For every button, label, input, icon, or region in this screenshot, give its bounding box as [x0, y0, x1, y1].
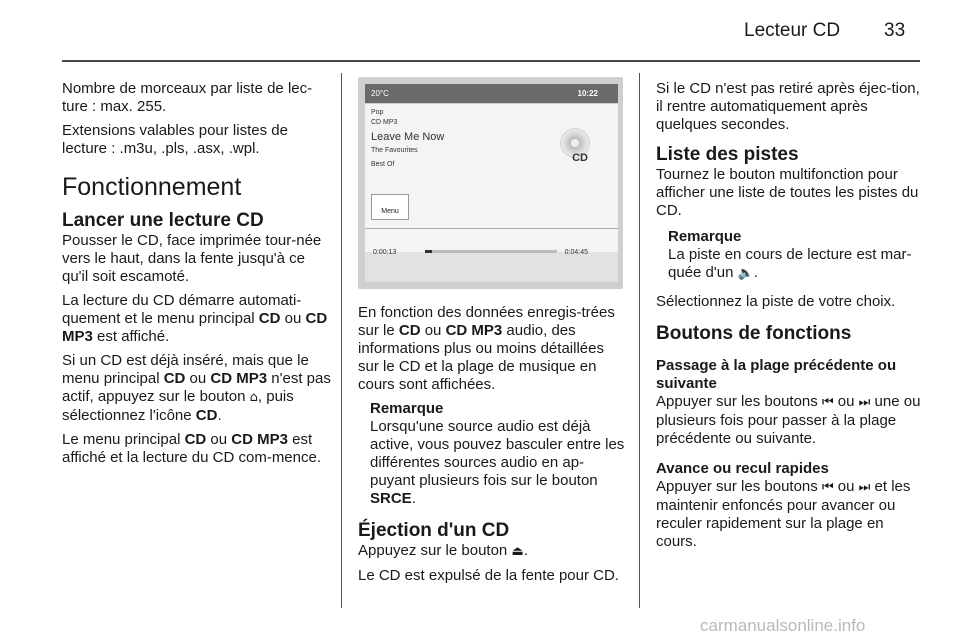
paragraph: Tournez le bouton multifonction pour afficher une liste de toutes les pistes du CD.: [656, 166, 919, 219]
status-bar: [365, 84, 618, 103]
middle-column: [358, 304, 626, 585]
paragraph: Pousser le CD, face imprimée tour-née vers le haut, dans la fente jusqu'à ce qu'il soit escamoté.: [62, 232, 322, 285]
paragraph: Appuyer sur les boutons ⏮ ou ⏭ une ou plusieurs fois pour passer à la plage précédente ou suivante.: [656, 393, 921, 447]
mode-label: CD MP3: [371, 119, 398, 126]
progress-fill: [425, 250, 432, 253]
subsection-heading: Éjection d'un CD: [358, 520, 510, 541]
page-number: 33: [884, 20, 906, 41]
progress-area: [365, 249, 618, 282]
eject-icon: ⏏: [511, 544, 524, 559]
skip-forward-icon: ⏭: [858, 395, 871, 410]
paragraph: Le menu principal CD ou CD MP3 est affiché et la lecture du CD com-mence.: [62, 431, 322, 466]
skip-back-icon: ⏮: [821, 395, 834, 410]
note-text: Lorsqu'une source audio est déjà active, vous pouvez basculer entre les différentes sources audio en ap-puyant plusieurs fois sur le bouton SRCE.: [370, 418, 625, 507]
paragraph: Si le CD n'est pas retiré après éjec-tion, il rentre automatiquement après quelques secondes.: [656, 80, 920, 133]
paragraph: Si un CD est déjà inséré, mais que le menu principal CD ou CD MP3 n'est pas actif, appuyez sur le bouton ⌂, puis sélectionnez l'icône CD.: [62, 352, 331, 424]
cd-icon-label: CD: [572, 152, 588, 164]
screen-divider: [365, 228, 618, 229]
display-screen: [365, 104, 618, 252]
right-column: [656, 80, 922, 551]
paragraph: En fonction des données enregis-trées sur le CD ou CD MP3 audio, des informations plus ou moins détaillées sur le CD et la plage de musique en cours sont affichées.: [358, 304, 615, 393]
track-title: Leave Me Now: [371, 131, 445, 143]
left-column: [62, 80, 332, 467]
watermark: carmanualsonline.info: [700, 616, 866, 635]
note-block: [358, 400, 626, 508]
elapsed-time: 0:00:13: [373, 249, 397, 256]
speaker-icon: 🔈: [737, 266, 754, 281]
skip-forward-icon: ⏭: [858, 480, 871, 495]
paragraph: Appuyer sur les boutons ⏮ ou ⏭ et les maintenir enfoncés pour avancer ou reculer rapidement sur la plage en cours.: [656, 478, 911, 550]
cd-player-screenshot: [358, 77, 623, 289]
clock: 10:22: [577, 89, 598, 98]
album-name: The Favourites: [371, 147, 418, 154]
temperature: 20°C: [371, 89, 389, 98]
paragraph: Extensions valables pour listes de lecture : .m3u, .pls, .asx, .wpl.: [62, 122, 288, 157]
note-heading: Remarque: [668, 228, 742, 245]
note-block: [656, 228, 922, 283]
artist-name: Best Of: [371, 161, 395, 168]
header-divider: [62, 60, 920, 62]
subsubsection-heading: Passage à la plage précédente ou suivante: [656, 357, 897, 392]
menu-button: [371, 194, 409, 220]
paragraph: La lecture du CD démarre automati-quement et le menu principal CD ou CD MP3 est affiché.: [62, 292, 328, 345]
column-divider-1: [341, 73, 342, 608]
skip-back-icon: ⏮: [821, 480, 834, 495]
progress-track: [425, 250, 557, 253]
paragraph: Appuyez sur le bouton ⏏.: [358, 542, 528, 559]
paragraph: Nombre de morceaux par liste de lec-ture : max. 255.: [62, 80, 313, 115]
paragraph: Sélectionnez la piste de votre choix.: [656, 293, 896, 310]
note-text: La piste en cours de lecture est mar-quée d'un 🔈.: [668, 246, 912, 281]
subsubsection-heading: Avance ou recul rapides: [656, 460, 829, 477]
column-divider-2: [639, 73, 640, 608]
total-time: 0:04:45: [564, 249, 588, 256]
home-icon: ⌂: [249, 390, 258, 405]
paragraph: Le CD est expulsé de la fente pour CD.: [358, 567, 619, 584]
note-heading: Remarque: [370, 400, 444, 417]
source-label: Pop: [371, 109, 384, 116]
page-header-title: Lecteur CD: [744, 20, 841, 41]
menu-label: Menu: [381, 208, 399, 215]
subsection-heading: Boutons de fonctions: [656, 323, 852, 344]
section-heading: Fonctionnement: [62, 173, 242, 201]
subsection-heading: Liste des pistes: [656, 144, 799, 165]
subsection-heading: Lancer une lecture CD: [62, 210, 264, 231]
